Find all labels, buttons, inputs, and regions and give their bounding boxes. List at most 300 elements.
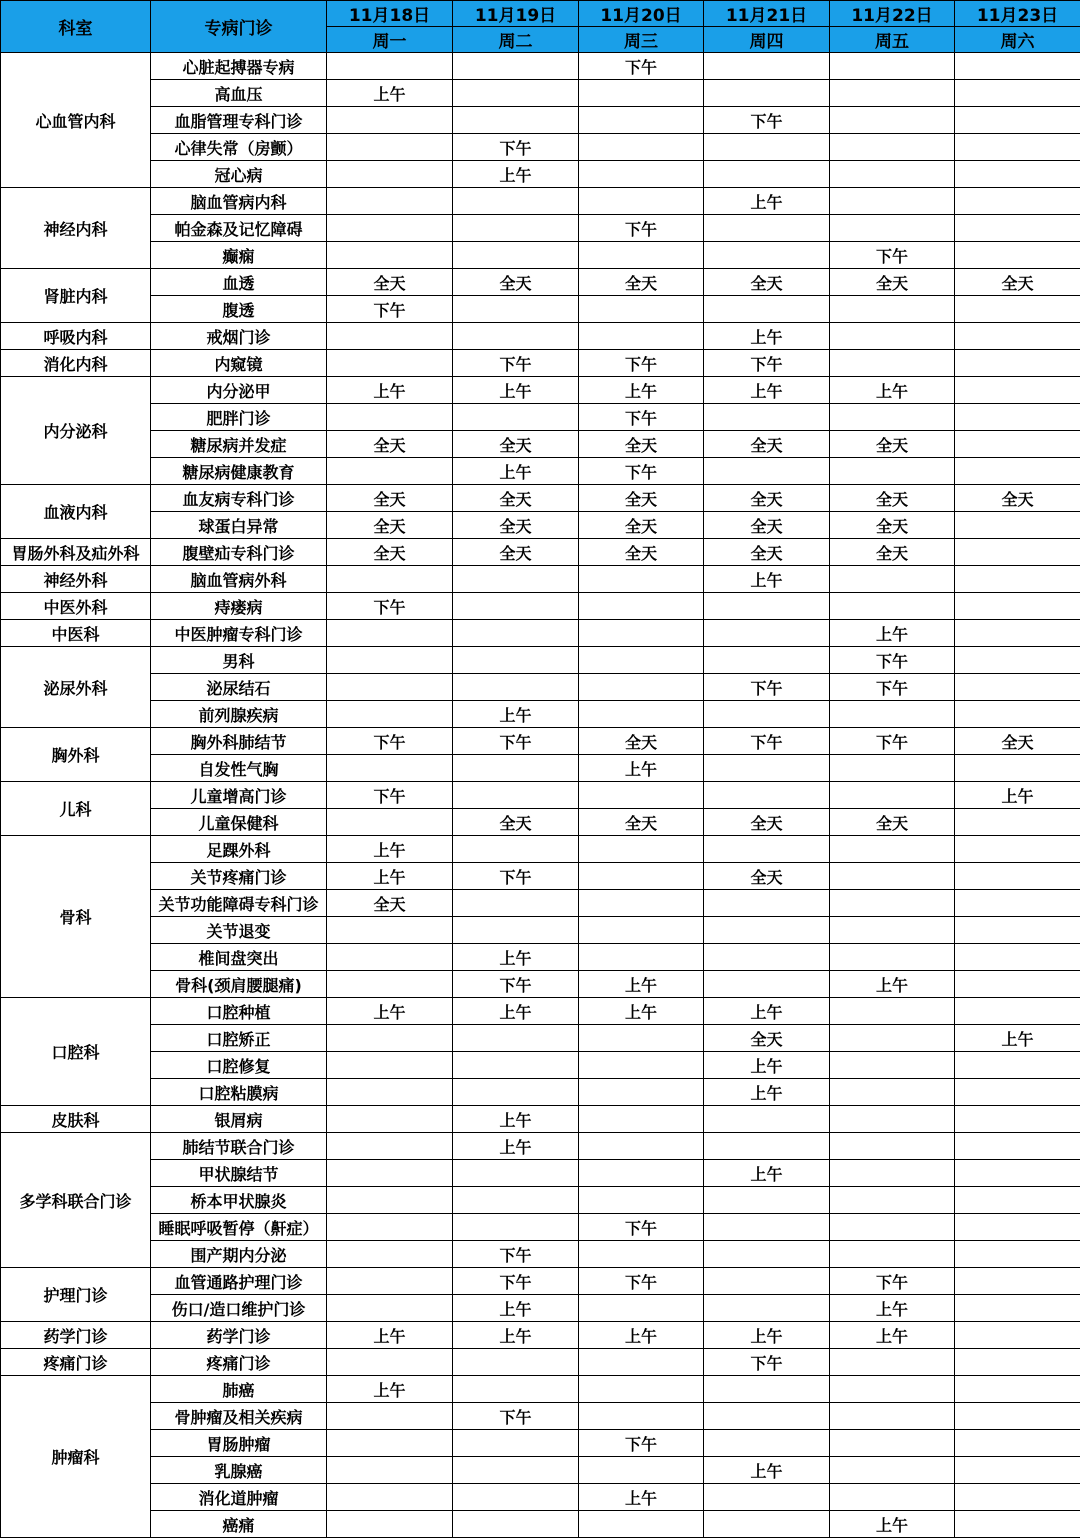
- schedule-slot: [579, 890, 704, 917]
- department-cell: 胸外科: [1, 728, 151, 782]
- schedule-slot: [579, 1241, 704, 1268]
- schedule-slot: [704, 971, 830, 998]
- schedule-slot: 全天: [830, 431, 955, 458]
- schedule-slot: 下午: [327, 593, 453, 620]
- schedule-slot: 全天: [579, 728, 704, 755]
- schedule-slot: 全天: [453, 512, 579, 539]
- specialty-cell: 消化道肿瘤: [151, 1484, 327, 1511]
- specialty-cell: 血友病专科门诊: [151, 485, 327, 512]
- schedule-slot: [453, 1376, 579, 1403]
- schedule-slot: [453, 1052, 579, 1079]
- schedule-slot: [579, 1403, 704, 1430]
- schedule-slot: [453, 188, 579, 215]
- schedule-slot: 上午: [830, 971, 955, 998]
- schedule-slot: [453, 215, 579, 242]
- schedule-slot: [327, 566, 453, 593]
- specialty-cell: 心律失常（房颤）: [151, 134, 327, 161]
- table-row: [1, 80, 1080, 107]
- schedule-slot: 下午: [327, 782, 453, 809]
- schedule-slot: 全天: [579, 431, 704, 458]
- schedule-slot: [830, 107, 955, 134]
- schedule-slot: 全天: [579, 809, 704, 836]
- schedule-slot: [327, 1349, 453, 1376]
- schedule-slot: [453, 1484, 579, 1511]
- schedule-slot: 下午: [453, 971, 579, 998]
- schedule-slot: [830, 404, 955, 431]
- schedule-slot: [955, 134, 1080, 161]
- schedule-slot: [830, 1187, 955, 1214]
- schedule-slot: [955, 1106, 1080, 1133]
- schedule-slot: [955, 1133, 1080, 1160]
- table-row: [1, 1025, 1080, 1052]
- schedule-slot: [955, 539, 1080, 566]
- schedule-slot: 下午: [704, 1349, 830, 1376]
- table-row: [1, 890, 1080, 917]
- schedule-slot: [830, 1376, 955, 1403]
- schedule-slot: [327, 350, 453, 377]
- schedule-slot: [327, 1457, 453, 1484]
- schedule-slot: [327, 1295, 453, 1322]
- schedule-slot: [830, 1349, 955, 1376]
- schedule-slot: [453, 107, 579, 134]
- table-row: [1, 1052, 1080, 1079]
- table-row: [1, 998, 1080, 1025]
- department-cell: 呼吸内科: [1, 323, 151, 350]
- schedule-slot: [579, 593, 704, 620]
- table-row: [1, 917, 1080, 944]
- schedule-slot: [327, 1268, 453, 1295]
- schedule-slot: 全天: [453, 809, 579, 836]
- schedule-slot: 下午: [830, 728, 955, 755]
- schedule-slot: [955, 755, 1080, 782]
- schedule-slot: 上午: [704, 998, 830, 1025]
- weekday-header: 周二: [453, 27, 579, 53]
- table-row: [1, 755, 1080, 782]
- table-row: [1, 1403, 1080, 1430]
- schedule-body: [1, 53, 1080, 1538]
- schedule-slot: [327, 161, 453, 188]
- table-row: [1, 944, 1080, 971]
- schedule-slot: 上午: [830, 1295, 955, 1322]
- schedule-slot: 上午: [830, 1322, 955, 1349]
- table-row: [1, 971, 1080, 998]
- schedule-slot: [830, 782, 955, 809]
- schedule-slot: [579, 1187, 704, 1214]
- schedule-slot: [579, 566, 704, 593]
- schedule-slot: 下午: [704, 107, 830, 134]
- schedule-slot: [453, 917, 579, 944]
- schedule-slot: 下午: [704, 728, 830, 755]
- schedule-slot: 上午: [955, 782, 1080, 809]
- schedule-slot: [579, 1511, 704, 1538]
- dept-column-header: 科室: [1, 1, 151, 53]
- schedule-slot: [704, 1133, 830, 1160]
- schedule-slot: 上午: [704, 188, 830, 215]
- specialty-cell: 肥胖门诊: [151, 404, 327, 431]
- schedule-slot: 上午: [704, 323, 830, 350]
- schedule-slot: [830, 917, 955, 944]
- schedule-slot: 下午: [579, 404, 704, 431]
- schedule-slot: [579, 188, 704, 215]
- table-row: [1, 296, 1080, 323]
- weekday-header: 周五: [830, 27, 955, 53]
- schedule-slot: 全天: [955, 728, 1080, 755]
- table-row: [1, 593, 1080, 620]
- specialty-cell: 脑血管病内科: [151, 188, 327, 215]
- schedule-slot: [955, 998, 1080, 1025]
- schedule-slot: [704, 404, 830, 431]
- schedule-slot: [327, 1214, 453, 1241]
- schedule-slot: 下午: [579, 458, 704, 485]
- schedule-slot: [453, 296, 579, 323]
- schedule-slot: [704, 620, 830, 647]
- schedule-slot: [830, 944, 955, 971]
- schedule-slot: [704, 917, 830, 944]
- schedule-slot: 全天: [704, 863, 830, 890]
- table-row: [1, 161, 1080, 188]
- specialty-cell: 伤口/造口维护门诊: [151, 1295, 327, 1322]
- specialty-cell: 甲状腺结节: [151, 1160, 327, 1187]
- schedule-slot: [327, 1025, 453, 1052]
- table-row: [1, 431, 1080, 458]
- schedule-slot: [453, 1349, 579, 1376]
- header-date-row: [1, 1, 1080, 27]
- schedule-slot: 全天: [955, 269, 1080, 296]
- schedule-slot: [453, 404, 579, 431]
- schedule-slot: 上午: [704, 1052, 830, 1079]
- specialty-cell: 内分泌甲: [151, 377, 327, 404]
- schedule-slot: 上午: [327, 80, 453, 107]
- schedule-slot: 下午: [453, 1403, 579, 1430]
- department-cell: 中医外科: [1, 593, 151, 620]
- specialty-cell: 内窥镜: [151, 350, 327, 377]
- schedule-slot: [704, 782, 830, 809]
- schedule-slot: [453, 1025, 579, 1052]
- department-cell: 口腔科: [1, 998, 151, 1106]
- table-row: [1, 107, 1080, 134]
- schedule-slot: [327, 134, 453, 161]
- department-cell: 皮肤科: [1, 1106, 151, 1133]
- schedule-slot: 下午: [453, 1241, 579, 1268]
- schedule-slot: [830, 1025, 955, 1052]
- schedule-slot: 下午: [327, 728, 453, 755]
- schedule-slot: [579, 1376, 704, 1403]
- schedule-slot: 全天: [830, 269, 955, 296]
- schedule-slot: 上午: [453, 944, 579, 971]
- schedule-slot: [955, 917, 1080, 944]
- schedule-slot: [327, 1052, 453, 1079]
- schedule-slot: [704, 836, 830, 863]
- schedule-slot: [579, 674, 704, 701]
- department-cell: 中医科: [1, 620, 151, 647]
- schedule-slot: [830, 1079, 955, 1106]
- weekday-header: 周一: [327, 27, 453, 53]
- schedule-slot: [830, 1106, 955, 1133]
- schedule-slot: 下午: [453, 350, 579, 377]
- schedule-slot: 上午: [327, 1376, 453, 1403]
- schedule-slot: [327, 674, 453, 701]
- table-row: [1, 1106, 1080, 1133]
- schedule-slot: [579, 782, 704, 809]
- schedule-slot: [955, 80, 1080, 107]
- schedule-slot: [453, 647, 579, 674]
- schedule-slot: [327, 647, 453, 674]
- schedule-slot: [579, 1160, 704, 1187]
- table-row: [1, 1241, 1080, 1268]
- table-row: [1, 1187, 1080, 1214]
- schedule-slot: [327, 53, 453, 80]
- specialty-cell: 血脂管理专科门诊: [151, 107, 327, 134]
- schedule-slot: [579, 161, 704, 188]
- department-cell: 疼痛门诊: [1, 1349, 151, 1376]
- schedule-slot: [704, 215, 830, 242]
- schedule-slot: [579, 107, 704, 134]
- schedule-slot: 上午: [327, 1322, 453, 1349]
- schedule-slot: [579, 1133, 704, 1160]
- schedule-slot: [327, 1106, 453, 1133]
- specialty-cell: 痔瘘病: [151, 593, 327, 620]
- specialty-cell: 戒烟门诊: [151, 323, 327, 350]
- schedule-slot: [830, 161, 955, 188]
- schedule-slot: [327, 215, 453, 242]
- schedule-slot: 全天: [453, 431, 579, 458]
- schedule-slot: [830, 755, 955, 782]
- schedule-slot: [327, 1430, 453, 1457]
- schedule-slot: [955, 161, 1080, 188]
- schedule-slot: [453, 1214, 579, 1241]
- date-header: 11月23日: [955, 1, 1080, 27]
- specialty-cell: 前列腺疾病: [151, 701, 327, 728]
- schedule-slot: 下午: [327, 296, 453, 323]
- schedule-slot: [327, 971, 453, 998]
- schedule-slot: 全天: [704, 1025, 830, 1052]
- schedule-slot: [704, 1484, 830, 1511]
- schedule-slot: 上午: [453, 161, 579, 188]
- schedule-slot: 全天: [704, 809, 830, 836]
- schedule-slot: [704, 593, 830, 620]
- schedule-slot: 全天: [453, 269, 579, 296]
- schedule-slot: [579, 242, 704, 269]
- schedule-slot: [704, 1376, 830, 1403]
- department-cell: 心血管内科: [1, 53, 151, 188]
- schedule-slot: 全天: [327, 512, 453, 539]
- schedule-slot: 下午: [579, 53, 704, 80]
- schedule-slot: [704, 53, 830, 80]
- schedule-slot: [955, 53, 1080, 80]
- date-header: 11月22日: [830, 1, 955, 27]
- table-row: [1, 1268, 1080, 1295]
- specialty-cell: 糖尿病并发症: [151, 431, 327, 458]
- schedule-slot: [453, 1187, 579, 1214]
- schedule-slot: [453, 782, 579, 809]
- table-row: [1, 458, 1080, 485]
- schedule-slot: [830, 215, 955, 242]
- schedule-slot: [579, 1457, 704, 1484]
- schedule-slot: [579, 296, 704, 323]
- schedule-slot: 全天: [704, 431, 830, 458]
- schedule-slot: [704, 1214, 830, 1241]
- schedule-slot: [955, 836, 1080, 863]
- specialty-cell: 癌痛: [151, 1511, 327, 1538]
- specialty-cell: 泌尿结石: [151, 674, 327, 701]
- specialty-cell: 男科: [151, 647, 327, 674]
- schedule-slot: [327, 458, 453, 485]
- schedule-slot: 上午: [453, 701, 579, 728]
- schedule-slot: 上午: [830, 1511, 955, 1538]
- schedule-slot: [955, 215, 1080, 242]
- schedule-slot: [704, 755, 830, 782]
- department-cell: 血液内科: [1, 485, 151, 539]
- schedule-slot: [704, 890, 830, 917]
- schedule-slot: [453, 80, 579, 107]
- schedule-slot: [453, 566, 579, 593]
- specialty-cell: 口腔矫正: [151, 1025, 327, 1052]
- schedule-slot: [955, 593, 1080, 620]
- department-cell: 骨科: [1, 836, 151, 998]
- schedule-slot: 全天: [830, 539, 955, 566]
- schedule-slot: 上午: [579, 1484, 704, 1511]
- schedule-slot: 下午: [579, 1214, 704, 1241]
- department-cell: 神经外科: [1, 566, 151, 593]
- schedule-slot: [327, 944, 453, 971]
- schedule-slot: [704, 944, 830, 971]
- schedule-slot: [453, 242, 579, 269]
- schedule-slot: 下午: [453, 134, 579, 161]
- table-row: [1, 647, 1080, 674]
- specialty-cell: 帕金森及记忆障碍: [151, 215, 327, 242]
- department-cell: 肾脏内科: [1, 269, 151, 323]
- table-row: [1, 512, 1080, 539]
- schedule-slot: [955, 296, 1080, 323]
- schedule-slot: 下午: [453, 728, 579, 755]
- department-cell: 肿瘤科: [1, 1376, 151, 1538]
- schedule-slot: [955, 1160, 1080, 1187]
- schedule-slot: [830, 458, 955, 485]
- schedule-slot: 上午: [453, 377, 579, 404]
- schedule-slot: [579, 863, 704, 890]
- table-row: [1, 1295, 1080, 1322]
- schedule-slot: 下午: [579, 1268, 704, 1295]
- specialty-cell: 骨科(颈肩腰腿痛): [151, 971, 327, 998]
- schedule-slot: [453, 1511, 579, 1538]
- schedule-slot: [955, 566, 1080, 593]
- schedule-slot: [955, 458, 1080, 485]
- department-cell: 护理门诊: [1, 1268, 151, 1322]
- schedule-slot: [327, 1160, 453, 1187]
- schedule-slot: [579, 701, 704, 728]
- schedule-slot: [955, 1052, 1080, 1079]
- specialty-cell: 药学门诊: [151, 1322, 327, 1349]
- specialty-cell: 腹壁疝专科门诊: [151, 539, 327, 566]
- table-row: [1, 350, 1080, 377]
- schedule-slot: 全天: [704, 485, 830, 512]
- schedule-slot: [453, 620, 579, 647]
- table-row: [1, 53, 1080, 80]
- schedule-slot: [955, 1079, 1080, 1106]
- schedule-slot: [830, 890, 955, 917]
- schedule-slot: 全天: [327, 269, 453, 296]
- table-row: [1, 1214, 1080, 1241]
- schedule-slot: [704, 80, 830, 107]
- table-row: [1, 809, 1080, 836]
- schedule-slot: [955, 1511, 1080, 1538]
- schedule-slot: 全天: [579, 485, 704, 512]
- schedule-slot: [453, 755, 579, 782]
- specialty-cell: 银屑病: [151, 1106, 327, 1133]
- schedule-slot: 下午: [830, 242, 955, 269]
- schedule-slot: [830, 1403, 955, 1430]
- schedule-slot: 上午: [579, 971, 704, 998]
- schedule-slot: 上午: [327, 377, 453, 404]
- schedule-slot: [704, 1268, 830, 1295]
- schedule-slot: [327, 755, 453, 782]
- schedule-slot: 全天: [704, 539, 830, 566]
- date-header: 11月21日: [704, 1, 830, 27]
- weekday-header: 周三: [579, 27, 704, 53]
- schedule-slot: [830, 1484, 955, 1511]
- table-row: [1, 1160, 1080, 1187]
- schedule-slot: [327, 1484, 453, 1511]
- schedule-slot: [327, 1079, 453, 1106]
- schedule-slot: [453, 53, 579, 80]
- date-header: 11月19日: [453, 1, 579, 27]
- department-cell: 神经内科: [1, 188, 151, 269]
- specialty-cell: 儿童增高门诊: [151, 782, 327, 809]
- schedule-slot: 上午: [453, 458, 579, 485]
- schedule-slot: [830, 134, 955, 161]
- specialty-cell: 肺癌: [151, 1376, 327, 1403]
- schedule-slot: [955, 1241, 1080, 1268]
- schedule-slot: [453, 1457, 579, 1484]
- schedule-slot: [955, 1349, 1080, 1376]
- schedule-slot: [453, 1430, 579, 1457]
- schedule-slot: 上午: [830, 377, 955, 404]
- schedule-slot: 下午: [579, 350, 704, 377]
- schedule-slot: [579, 323, 704, 350]
- schedule-slot: 下午: [830, 674, 955, 701]
- schedule-slot: 全天: [579, 269, 704, 296]
- specialty-cell: 血管通路护理门诊: [151, 1268, 327, 1295]
- schedule-slot: [327, 917, 453, 944]
- schedule-slot: [955, 620, 1080, 647]
- schedule-slot: [579, 1052, 704, 1079]
- specialty-cell: 球蛋白异常: [151, 512, 327, 539]
- table-row: [1, 1484, 1080, 1511]
- table-row: [1, 863, 1080, 890]
- specialty-cell: 糖尿病健康教育: [151, 458, 327, 485]
- schedule-slot: 上午: [830, 620, 955, 647]
- schedule-slot: 全天: [579, 512, 704, 539]
- schedule-slot: 上午: [704, 566, 830, 593]
- schedule-slot: [327, 1403, 453, 1430]
- schedule-slot: [453, 674, 579, 701]
- specialty-cell: 腹透: [151, 296, 327, 323]
- schedule-slot: [704, 134, 830, 161]
- specialty-cell: 足踝外科: [151, 836, 327, 863]
- schedule-slot: [327, 1133, 453, 1160]
- schedule-slot: [327, 620, 453, 647]
- table-row: [1, 485, 1080, 512]
- specialty-cell: 关节疼痛门诊: [151, 863, 327, 890]
- schedule-slot: [704, 242, 830, 269]
- schedule-slot: 上午: [453, 1295, 579, 1322]
- table-row: [1, 242, 1080, 269]
- schedule-slot: 全天: [704, 512, 830, 539]
- department-cell: 泌尿外科: [1, 647, 151, 728]
- schedule-slot: [955, 1187, 1080, 1214]
- schedule-slot: [830, 593, 955, 620]
- table-row: [1, 701, 1080, 728]
